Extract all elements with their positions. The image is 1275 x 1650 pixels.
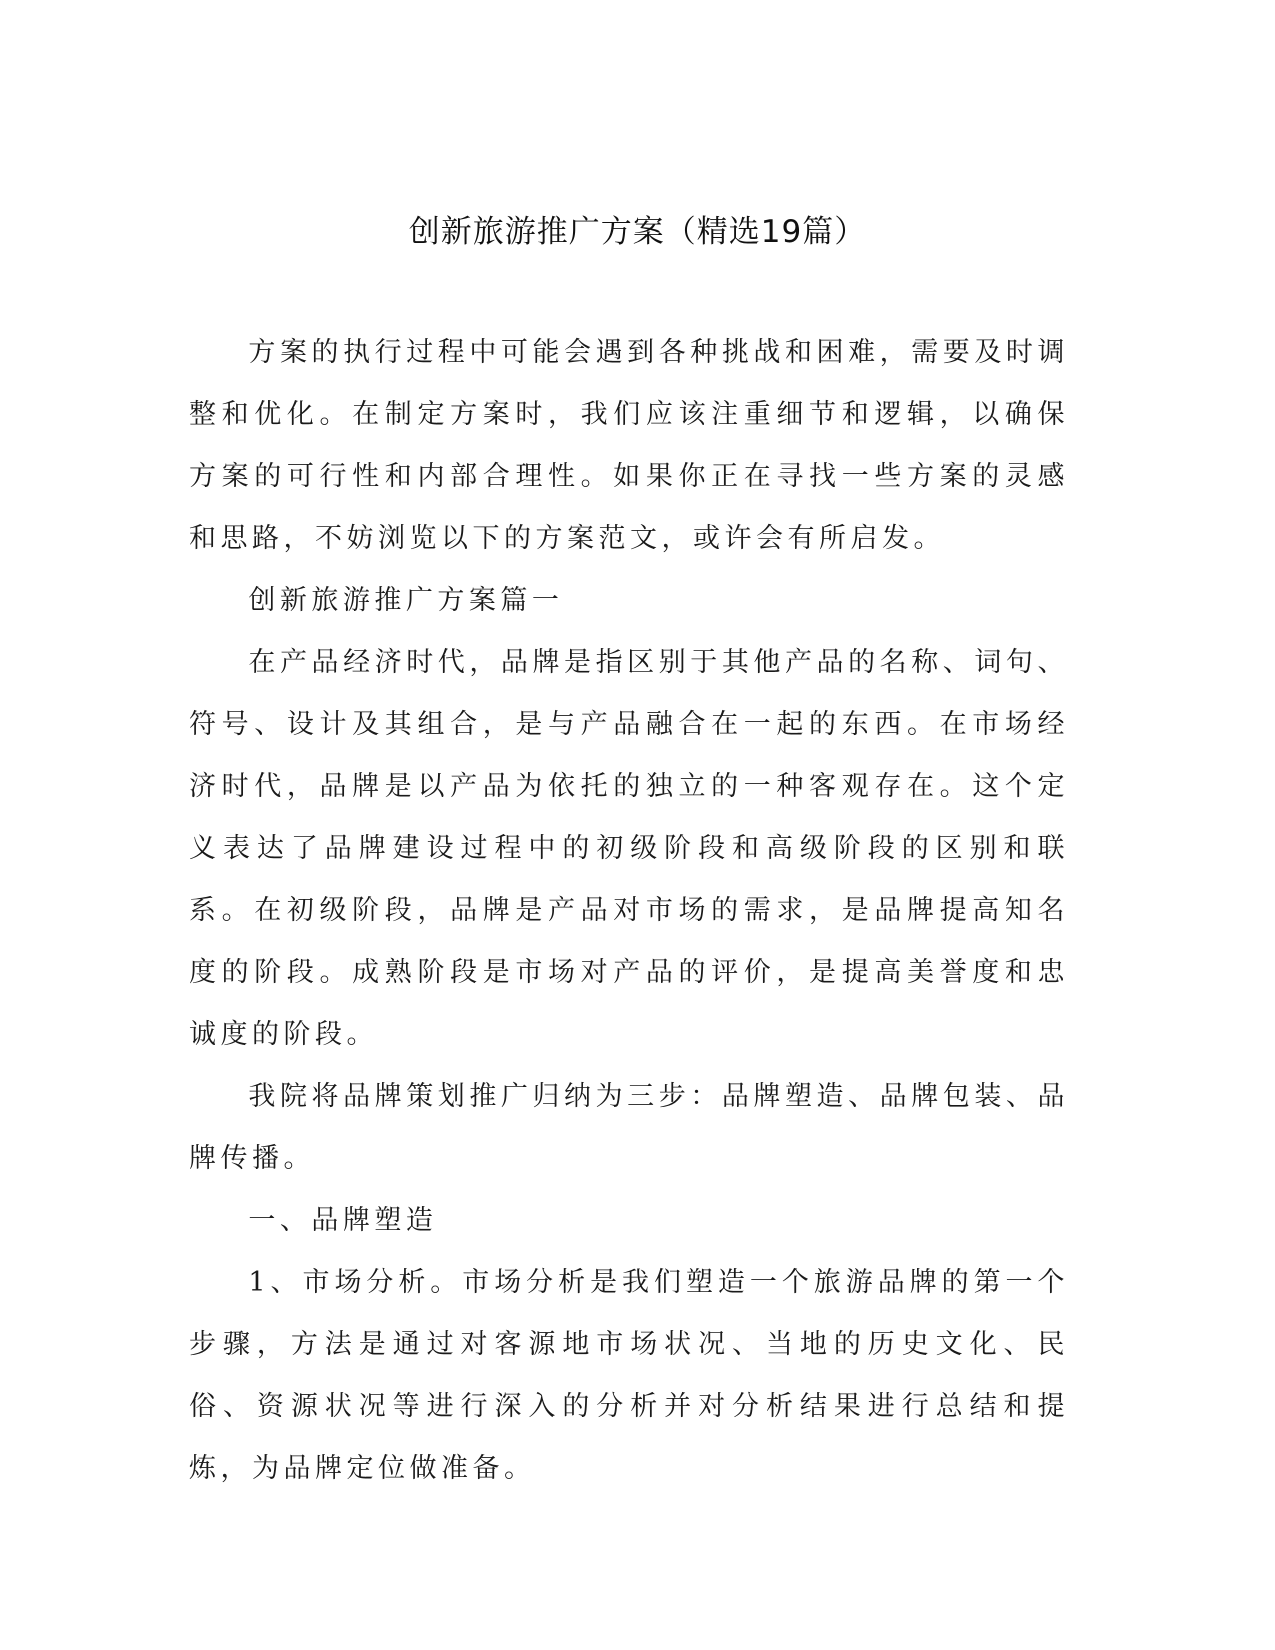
subheading-brand-building: 一、品牌塑造	[248, 1205, 438, 1236]
paragraph-market-analysis: 1、市场分析。市场分析是我们塑造一个旅游品牌的第一个步骤，方法是通过对客源地市场状况、当地的历史文化、民俗、资源状况等进行深入的分析并对分析结果进行总结和提炼，为品牌定位做准备。	[189, 1267, 1069, 1484]
section-heading: 创新旅游推广方案篇一	[248, 585, 564, 616]
paragraph-brand-definition: 在产品经济时代，品牌是指区别于其他产品的名称、词句、符号、设计及其组合，是与产品融合在一起的东西。在市场经济时代，品牌是以产品为依托的独立的一种客观存在。这个定义表达了品牌建设过程中的初级阶段和高级阶段的区别和联系。在初级阶段，品牌是产品对市场的需求，是品牌提高知名度的阶段。成熟阶段是市场对产品的评价，是提高美誉度和忠诚度的阶段。	[189, 647, 1069, 1050]
document-title: 创新旅游推广方案（精选19篇）	[408, 214, 867, 250]
paragraph-intro: 方案的执行过程中可能会遇到各种挑战和困难，需要及时调整和优化。在制定方案时，我们应该注重细节和逻辑，以确保方案的可行性和内部合理性。如果你正在寻找一些方案的灵感和思路，不妨浏览以下的方案范文，或许会有所启发。	[189, 337, 1069, 554]
paragraph-three-steps: 我院将品牌策划推广归纳为三步：品牌塑造、品牌包装、品牌传播。	[189, 1081, 1069, 1174]
document-body	[189, 322, 1069, 1500]
